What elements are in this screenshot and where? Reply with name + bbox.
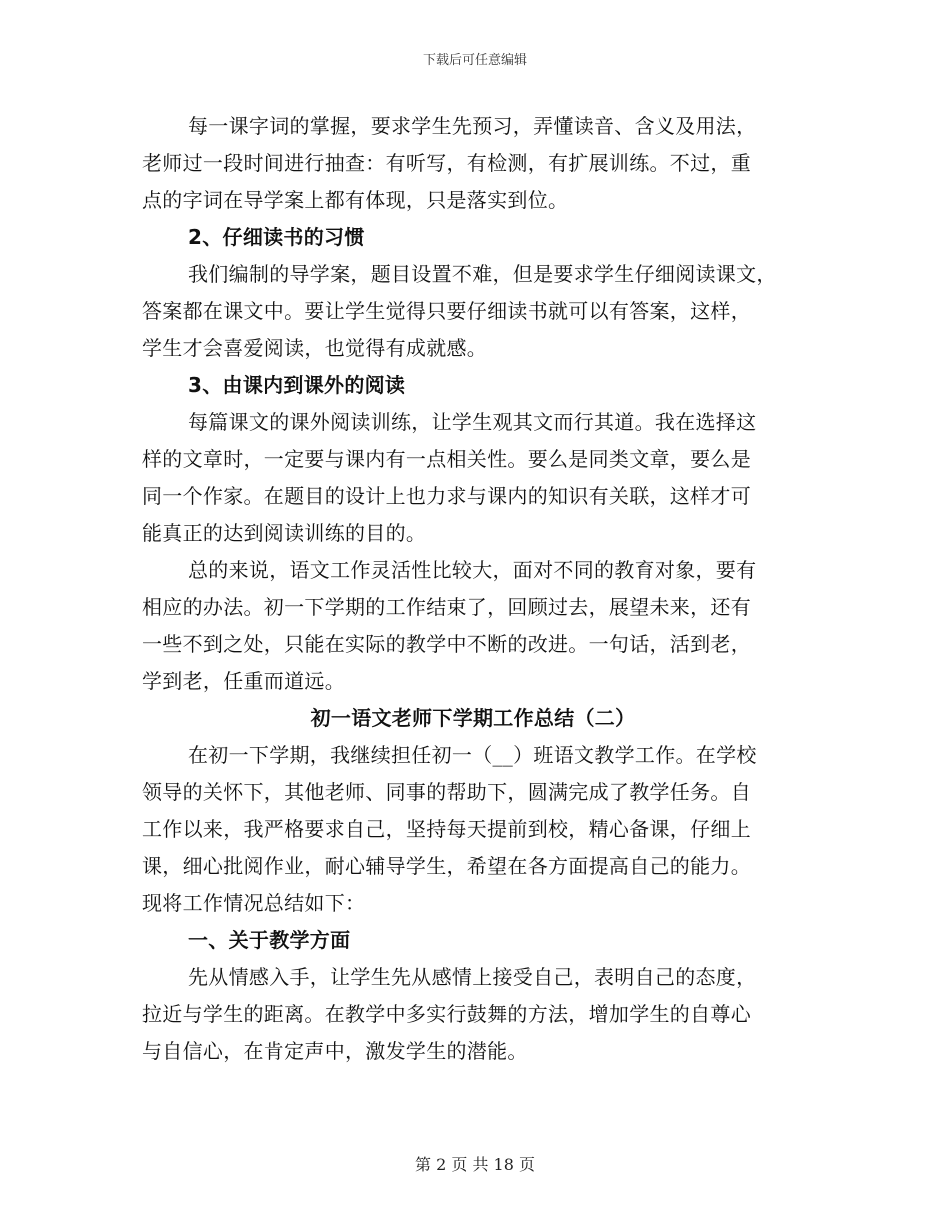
paragraph-line: 先从情感入手，让学生先从感情上接受自己，表明自己的态度， [188, 965, 757, 989]
paragraph-line: 领导的关怀下，其他老师、同事的帮助下，圆满完成了教学任务。自 [142, 780, 751, 804]
paragraph-line: 每篇课文的课外阅读训练，让学生观其文而行其道。我在选择这 [188, 410, 757, 434]
paragraph-line: 在初一下学期，我继续担任初一（__）班语文教学工作。在学校 [188, 743, 757, 767]
paragraph-line: 能真正的达到阅读训练的目的。 [142, 521, 427, 545]
paragraph-line: 工作以来，我严格要求自己，坚持每天提前到校，精心备课，仔细上 [142, 817, 751, 841]
paragraph-line: 每一课字词的掌握，要求学生先预习，弄懂读音、含义及用法， [188, 114, 757, 138]
paragraph-line: 学到老，任重而道远。 [142, 669, 345, 693]
paragraph-line: 现将工作情况总结如下： [142, 891, 366, 915]
paragraph-line: 我们编制的导学案，题目设置不难，但是要求学生仔细阅读课文， [188, 262, 777, 286]
paragraph-line: 一些不到之处，只能在实际的教学中不断的改进。一句话，活到老， [142, 632, 751, 656]
paragraph-line: 样的文章时，一定要与课内有一点相关性。要么是同类文章，要么是 [142, 447, 751, 471]
page-number: 第 2 页 共 18 页 [415, 1155, 535, 1174]
paragraph-line: 与自信心，在肯定声中，激发学生的潜能。 [142, 1039, 528, 1063]
section-heading: 一、关于教学方面 [188, 928, 351, 952]
paragraph-line: 点的字词在导学案上都有体现，只是落实到位。 [142, 188, 569, 212]
paragraph-line: 课，细心批阅作业，耐心辅导学生，希望在各方面提高自己的能力。 [142, 854, 751, 878]
document-body [142, 108, 804, 1070]
document-title: 初一语文老师下学期工作总结（二） [310, 706, 636, 730]
paragraph-line: 答案都在课文中。要让学生觉得只要仔细读书就可以有答案，这样， [142, 299, 751, 323]
section-heading: 2、仔细读书的习惯 [188, 225, 365, 249]
page-header-note: 下载后可任意编辑 [422, 53, 527, 68]
paragraph-line: 同一个作家。在题目的设计上也力求与课内的知识有关联，这样才可 [142, 484, 751, 508]
paragraph-line: 相应的办法。初一下学期的工作结束了，回顾过去，展望未来，还有 [142, 595, 751, 619]
section-heading: 3、由课内到课外的阅读 [188, 373, 406, 397]
paragraph-line: 学生才会喜爱阅读，也觉得有成就感。 [142, 336, 488, 360]
paragraph-line: 总的来说，语文工作灵活性比较大，面对不同的教育对象，要有 [188, 558, 757, 582]
paragraph-line: 老师过一段时间进行抽查：有听写，有检测，有扩展训练。不过，重 [142, 151, 751, 175]
paragraph-line: 拉近与学生的距离。在教学中多实行鼓舞的方法，增加学生的自尊心 [142, 1002, 751, 1026]
